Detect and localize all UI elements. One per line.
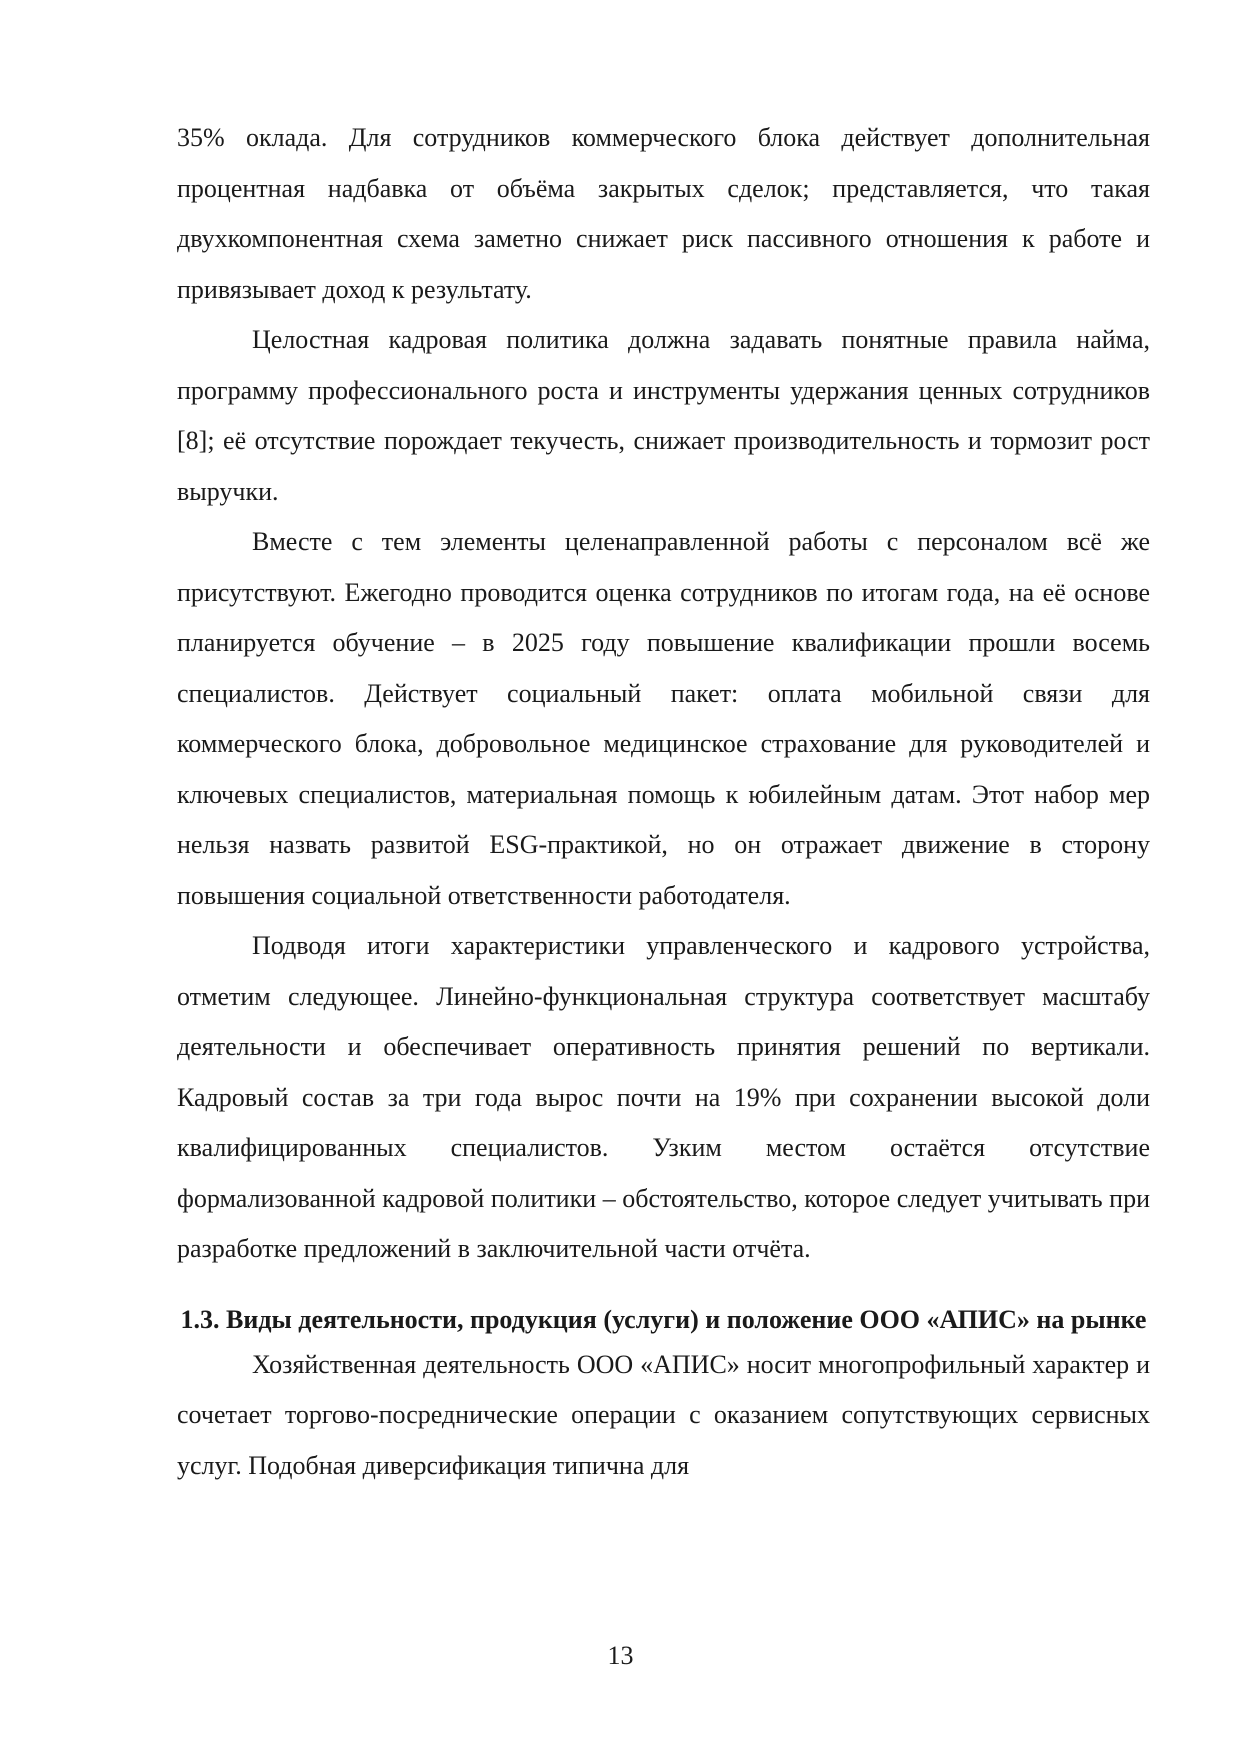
page-body bbox=[177, 113, 1150, 1491]
paragraph-salary-scheme: 35% оклада. Для сотрудников коммерческого блока действует дополнительная процентная надбавка от объёма закрытых сделок; представляется, что такая двухкомпонентная схема заметно снижает риск пассивного отношения к работе и привязывает доход к результату. bbox=[177, 123, 1150, 304]
paragraph-hr-policy: Целостная кадровая политика должна задавать понятные правила найма, программу профессионального роста и инструменты удержания ценных сотрудников [8]; её отсутствие порождает текучесть, снижает производительность и тормозит рост выручки. bbox=[177, 325, 1150, 506]
paragraph-summary: Подводя итоги характеристики управленческого и кадрового устройства, отметим следующее. Линейно-функциональная структура соответствует масштабу деятельности и обеспечивает оперативность принятия решений по вертикали. Кадровый состав за три года вырос почти на 19% при сохранении высокой доли квалифицированных специалистов. Узким местом остаётся отсутствие формализованной кадровой политики – обстоятельство, которое следует учитывать при разработке предложений в заключительной части отчёта. bbox=[177, 931, 1150, 1263]
paragraph-business-activity: Хозяйственная деятельность ООО «АПИС» носит многопрофильный характер и сочетает торгово-посреднические операции с оказанием сопутствующих сервисных услуг. Подобная диверсификация типична для bbox=[177, 1349, 1150, 1480]
page-number: 13 bbox=[607, 1641, 634, 1670]
section-heading: 1.3. Виды деятельности, продукция (услуги) и положение ООО «АПИС» на рынке bbox=[180, 1304, 1147, 1334]
paragraph-personnel-work: Вместе с тем элементы целенаправленной работы с персоналом всё же присутствуют. Ежегодно проводится оценка сотрудников по итогам года, на её основе планируется обучение – в 2025 году повышение квалификации прошли восемь специалистов. Действует социальный пакет: оплата мобильной связи для коммерческого блока, добровольное медицинское страхование для руководителей и ключевых специалистов, материальная помощь к юбилейным датам. Этот набор мер нельзя назвать развитой ESG-практикой, но он отражает движение в сторону повышения социальной ответственности работодателя. bbox=[177, 527, 1150, 910]
